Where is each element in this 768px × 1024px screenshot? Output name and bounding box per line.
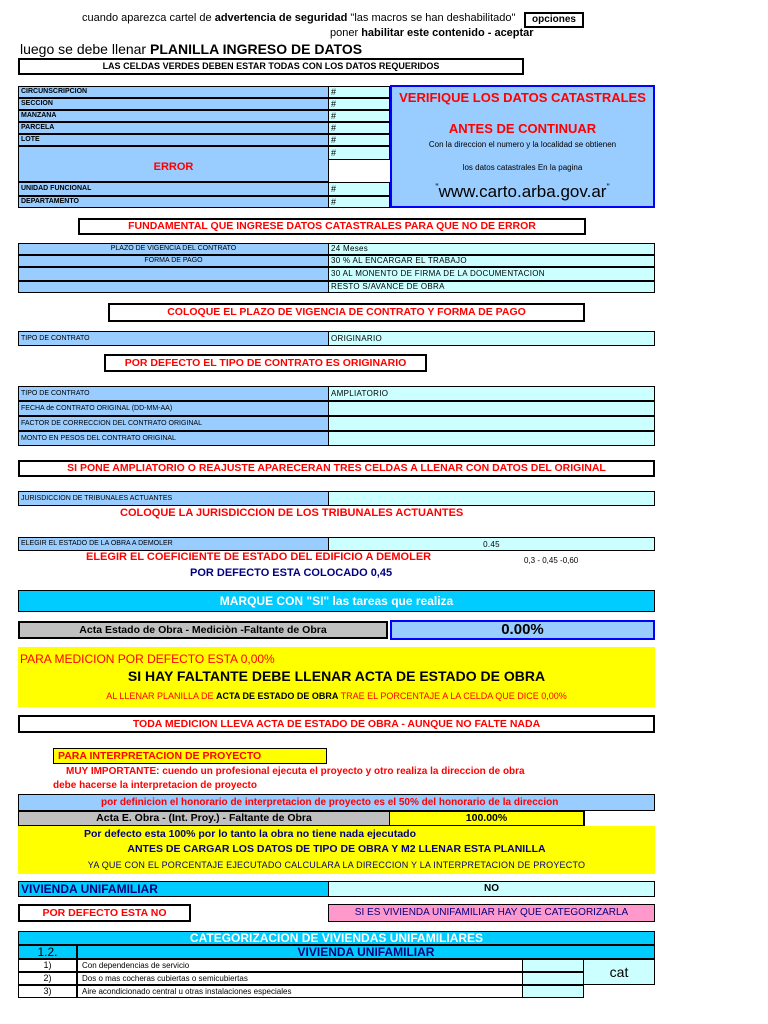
- interpretacion-important-2: debe hacerse la interpretacion de proyecto: [53, 780, 257, 791]
- notice-ampliatorio: SI PONE AMPLIATORIO O REAJUSTE APARECERAN TRES CELDAS A LLENAR CON DATOS DEL ORIGINAL: [18, 460, 655, 477]
- estado-label: ELEGIR EL ESTADO DE LA OBRA A DEMOLER: [18, 537, 329, 551]
- categorizacion-number: 1.2.: [18, 945, 77, 959]
- ampliatorio-value[interactable]: [328, 416, 655, 431]
- verify-text-1: Con la direccion el numero y la localidad se obtienen: [428, 140, 617, 149]
- estado-default: POR DEFECTO ESTA COLOCADO 0,45: [190, 567, 393, 579]
- notice-jurisdiccion: COLOQUE LA JURISDICCION DE LOS TRIBUNALES ACTUANTES: [120, 507, 464, 519]
- cadastral-label: CIRCUNSCRIPCION: [18, 86, 329, 98]
- tareas-banner: MARQUE CON "SI" las tareas que realiza: [18, 590, 655, 612]
- notice-default-type: POR DEFECTO EL TIPO DE CONTRATO ES ORIGINARIO: [104, 354, 427, 372]
- plazo-label: PLAZO DE VIGENCIA DEL CONTRATO: [18, 243, 329, 255]
- vivienda-value[interactable]: NO: [328, 881, 655, 897]
- verify-box: [390, 85, 655, 208]
- green-cells-notice: LAS CELDAS VERDES DEBEN ESTAR TODAS CON LOS DATOS REQUERIDOS: [18, 58, 524, 75]
- vivienda-label: VIVIENDA UNIFAMILIAR: [18, 881, 329, 897]
- intro-bold: habilitar este contenido: [361, 27, 485, 39]
- estado-options: 0,3 - 0,45 -0,60: [524, 556, 579, 565]
- acta-value[interactable]: 0.00%: [390, 620, 655, 640]
- ampliatorio-value[interactable]: [328, 401, 655, 416]
- interpretacion-title: PARA INTERPRETACION DE PROYECTO: [53, 748, 327, 764]
- ampliatorio-value[interactable]: [328, 431, 655, 446]
- error-cell: [18, 146, 329, 182]
- medicion-text: TRAE EL PORCENTAJE A LA CELDA QUE DICE 0,00%: [338, 691, 567, 701]
- categorizacion-row-input[interactable]: [522, 985, 584, 998]
- medicion-panel: [18, 647, 655, 707]
- intro-line-1: [82, 12, 515, 24]
- medicion-text: AL LLENAR PLANILLA DE: [106, 691, 216, 701]
- interpretacion-acta-value[interactable]: 100.00%: [389, 811, 584, 826]
- pago-label-blank: [18, 281, 329, 293]
- cadastral-value[interactable]: #: [328, 196, 390, 208]
- cadastral-value[interactable]: #: [328, 146, 390, 160]
- intro-text: luego se debe llenar: [20, 41, 150, 57]
- ampliatorio-label: FECHA de CONTRATO ORIGINAL (DD-MM-AA): [18, 401, 329, 416]
- medicion-line-1: PARA MEDICION POR DEFECTO ESTA 0,00%: [20, 652, 275, 666]
- ampliatorio-label: MONTO EN PESOS DEL CONTRATO ORIGINAL: [18, 431, 329, 446]
- medicion-line-3: [18, 691, 655, 701]
- categorizacion-row-input[interactable]: [522, 972, 584, 985]
- pago-value-1[interactable]: 30 % AL ENCARGAR EL TRABAJO: [328, 255, 655, 267]
- cadastral-value[interactable]: #: [328, 134, 390, 146]
- jurisdiccion-value[interactable]: [328, 491, 655, 506]
- notice-plazo: COLOQUE EL PLAZO DE VIGENCIA DE CONTRATO Y FORMA DE PAGO: [108, 303, 585, 322]
- interpretacion-panel: [18, 826, 655, 874]
- estado-value[interactable]: 0.45: [328, 537, 655, 551]
- intro-line-2: [330, 27, 534, 39]
- intro-bold: - aceptar: [484, 27, 534, 39]
- interpretacion-acta-row: [18, 811, 585, 826]
- quote-mark: ": [606, 182, 610, 192]
- intro-bold: PLANILLA INGRESO DE DATOS: [150, 41, 363, 57]
- categorizacion-row-number: 1): [18, 959, 77, 972]
- verify-url-line: [392, 182, 653, 202]
- verify-url[interactable]: www.carto.arba.gov.ar: [438, 182, 607, 201]
- pago-value-2[interactable]: 30 AL MONENTO DE FIRMA DE LA DOCUMENTACION: [328, 267, 655, 281]
- notice-medicion: TODA MEDICION LLEVA ACTA DE ESTADO DE OBRA - AUNQUE NO FALTE NADA: [18, 715, 655, 733]
- cat-label: cat: [583, 959, 655, 985]
- verify-text-2: los datos catastrales En la pagina: [462, 163, 583, 172]
- cadastral-label: MANZANA: [18, 110, 329, 122]
- ampliatorio-label: FACTOR DE CORRECCION DEL CONTRATO ORIGINAL: [18, 416, 329, 431]
- medicion-bold: ACTA DE ESTADO DE OBRA: [215, 691, 339, 701]
- ampliatorio-value[interactable]: AMPLIATORIO: [328, 386, 655, 401]
- pago-value-3[interactable]: RESTO S/AVANCE DE OBRA: [328, 281, 655, 293]
- pago-label: FORMA DE PAGO: [18, 255, 329, 267]
- categorizacion-row-text: Con dependencias de servicio: [77, 959, 523, 972]
- cadastral-value[interactable]: #: [328, 98, 390, 110]
- intro-line-3: [20, 41, 362, 57]
- cadastral-label: SECCION: [18, 98, 329, 110]
- notice-catastral: FUNDAMENTAL QUE INGRESE DATOS CATASTRALES PARA QUE NO DE ERROR: [78, 218, 586, 235]
- categorizacion-row-text: Aire acondicionado central u otras instalaciones especiales: [77, 985, 523, 998]
- tipo-contrato-value[interactable]: ORIGINARIO: [328, 331, 655, 346]
- categorizacion-row-text: Dos o mas cocheras cubiertas o semicubiertas: [77, 972, 523, 985]
- acta-label: Acta Estado de Obra - Mediciòn -Faltante de Obra: [18, 621, 388, 639]
- interpretacion-acta-label: Acta E. Obra - (Int. Proy.) - Faltante de Obra: [96, 812, 312, 824]
- vivienda-default-notice: POR DEFECTO ESTA NO: [18, 904, 191, 922]
- cadastral-label: LOTE: [18, 134, 329, 146]
- cadastral-value[interactable]: #: [328, 86, 390, 98]
- error-label: ERROR: [153, 161, 194, 173]
- interpretacion-definition: por definicion el honorario de interpretacion de proyecto es el 50% del honorario de la direccion: [18, 794, 655, 811]
- cadastral-value[interactable]: #: [328, 182, 390, 196]
- intro-text: "las macros se han deshabilitado": [347, 12, 516, 24]
- interpretacion-important-1: MUY IMPORTANTE: cuendo un profesional ejecuta el proyecto y otro realiza la direccion de obra: [66, 766, 525, 777]
- interpretacion-ya-que: YA QUE CON EL PORCENTAJE EJECUTADO CALCULARA LA DIRECCION Y LA INTERPRETACION DE PROYECTO: [87, 860, 586, 870]
- plazo-value[interactable]: 24 Meses: [328, 243, 655, 255]
- intro-text: poner: [330, 27, 362, 39]
- categorizacion-row-number: 2): [18, 972, 77, 985]
- interpretacion-default: Por defecto esta 100% por lo tanto la obra no tiene nada ejecutado: [84, 828, 416, 840]
- cadastral-label: DEPARTAMENTO: [18, 196, 329, 208]
- pago-label-blank: [18, 267, 329, 281]
- cadastral-value[interactable]: #: [328, 122, 390, 134]
- quote-mark: ": [435, 182, 439, 192]
- categorizacion-row-input[interactable]: [522, 959, 584, 972]
- verify-title: VERIFIQUE LOS DATOS CATASTRALES: [399, 90, 646, 105]
- categorizacion-row-number: 3): [18, 985, 77, 998]
- ampliatorio-label: TIPO DE CONTRATO: [18, 386, 329, 401]
- vivienda-categorize-notice: SI ES VIVIENDA UNIFAMILIAR HAY QUE CATEGORIZARLA: [328, 904, 655, 922]
- cadastral-label: UNIDAD FUNCIONAL: [18, 182, 329, 196]
- estado-notice: ELEGIR EL COEFICIENTE DE ESTADO DEL EDIFICIO A DEMOLER: [86, 551, 432, 563]
- medicion-line-2: SI HAY FALTANTE DEBE LLENAR ACTA DE ESTADO DE OBRA: [127, 668, 546, 684]
- opciones-label: opciones: [524, 12, 584, 28]
- intro-bold: advertencia de seguridad: [214, 12, 348, 24]
- interpretacion-antes: ANTES DE CARGAR LOS DATOS DE TIPO DE OBRA Y M2 LLENAR ESTA PLANILLA: [127, 843, 546, 855]
- categorizacion-subtitle: VIVIENDA UNIFAMILIAR: [77, 945, 655, 959]
- jurisdiccion-label: JURISDICCION DE TRIBUNALES ACTUANTES: [18, 491, 329, 506]
- tipo-contrato-label: TIPO DE CONTRATO: [18, 331, 329, 346]
- intro-text: cuando aparezca cartel de: [82, 12, 215, 24]
- verify-subtitle: ANTES DE CONTINUAR: [448, 121, 597, 136]
- categorizacion-title: CATEGORIZACION DE VIVIENDAS UNIFAMILIARES: [18, 931, 655, 945]
- cadastral-label: PARCELA: [18, 122, 329, 134]
- cadastral-value[interactable]: #: [328, 110, 390, 122]
